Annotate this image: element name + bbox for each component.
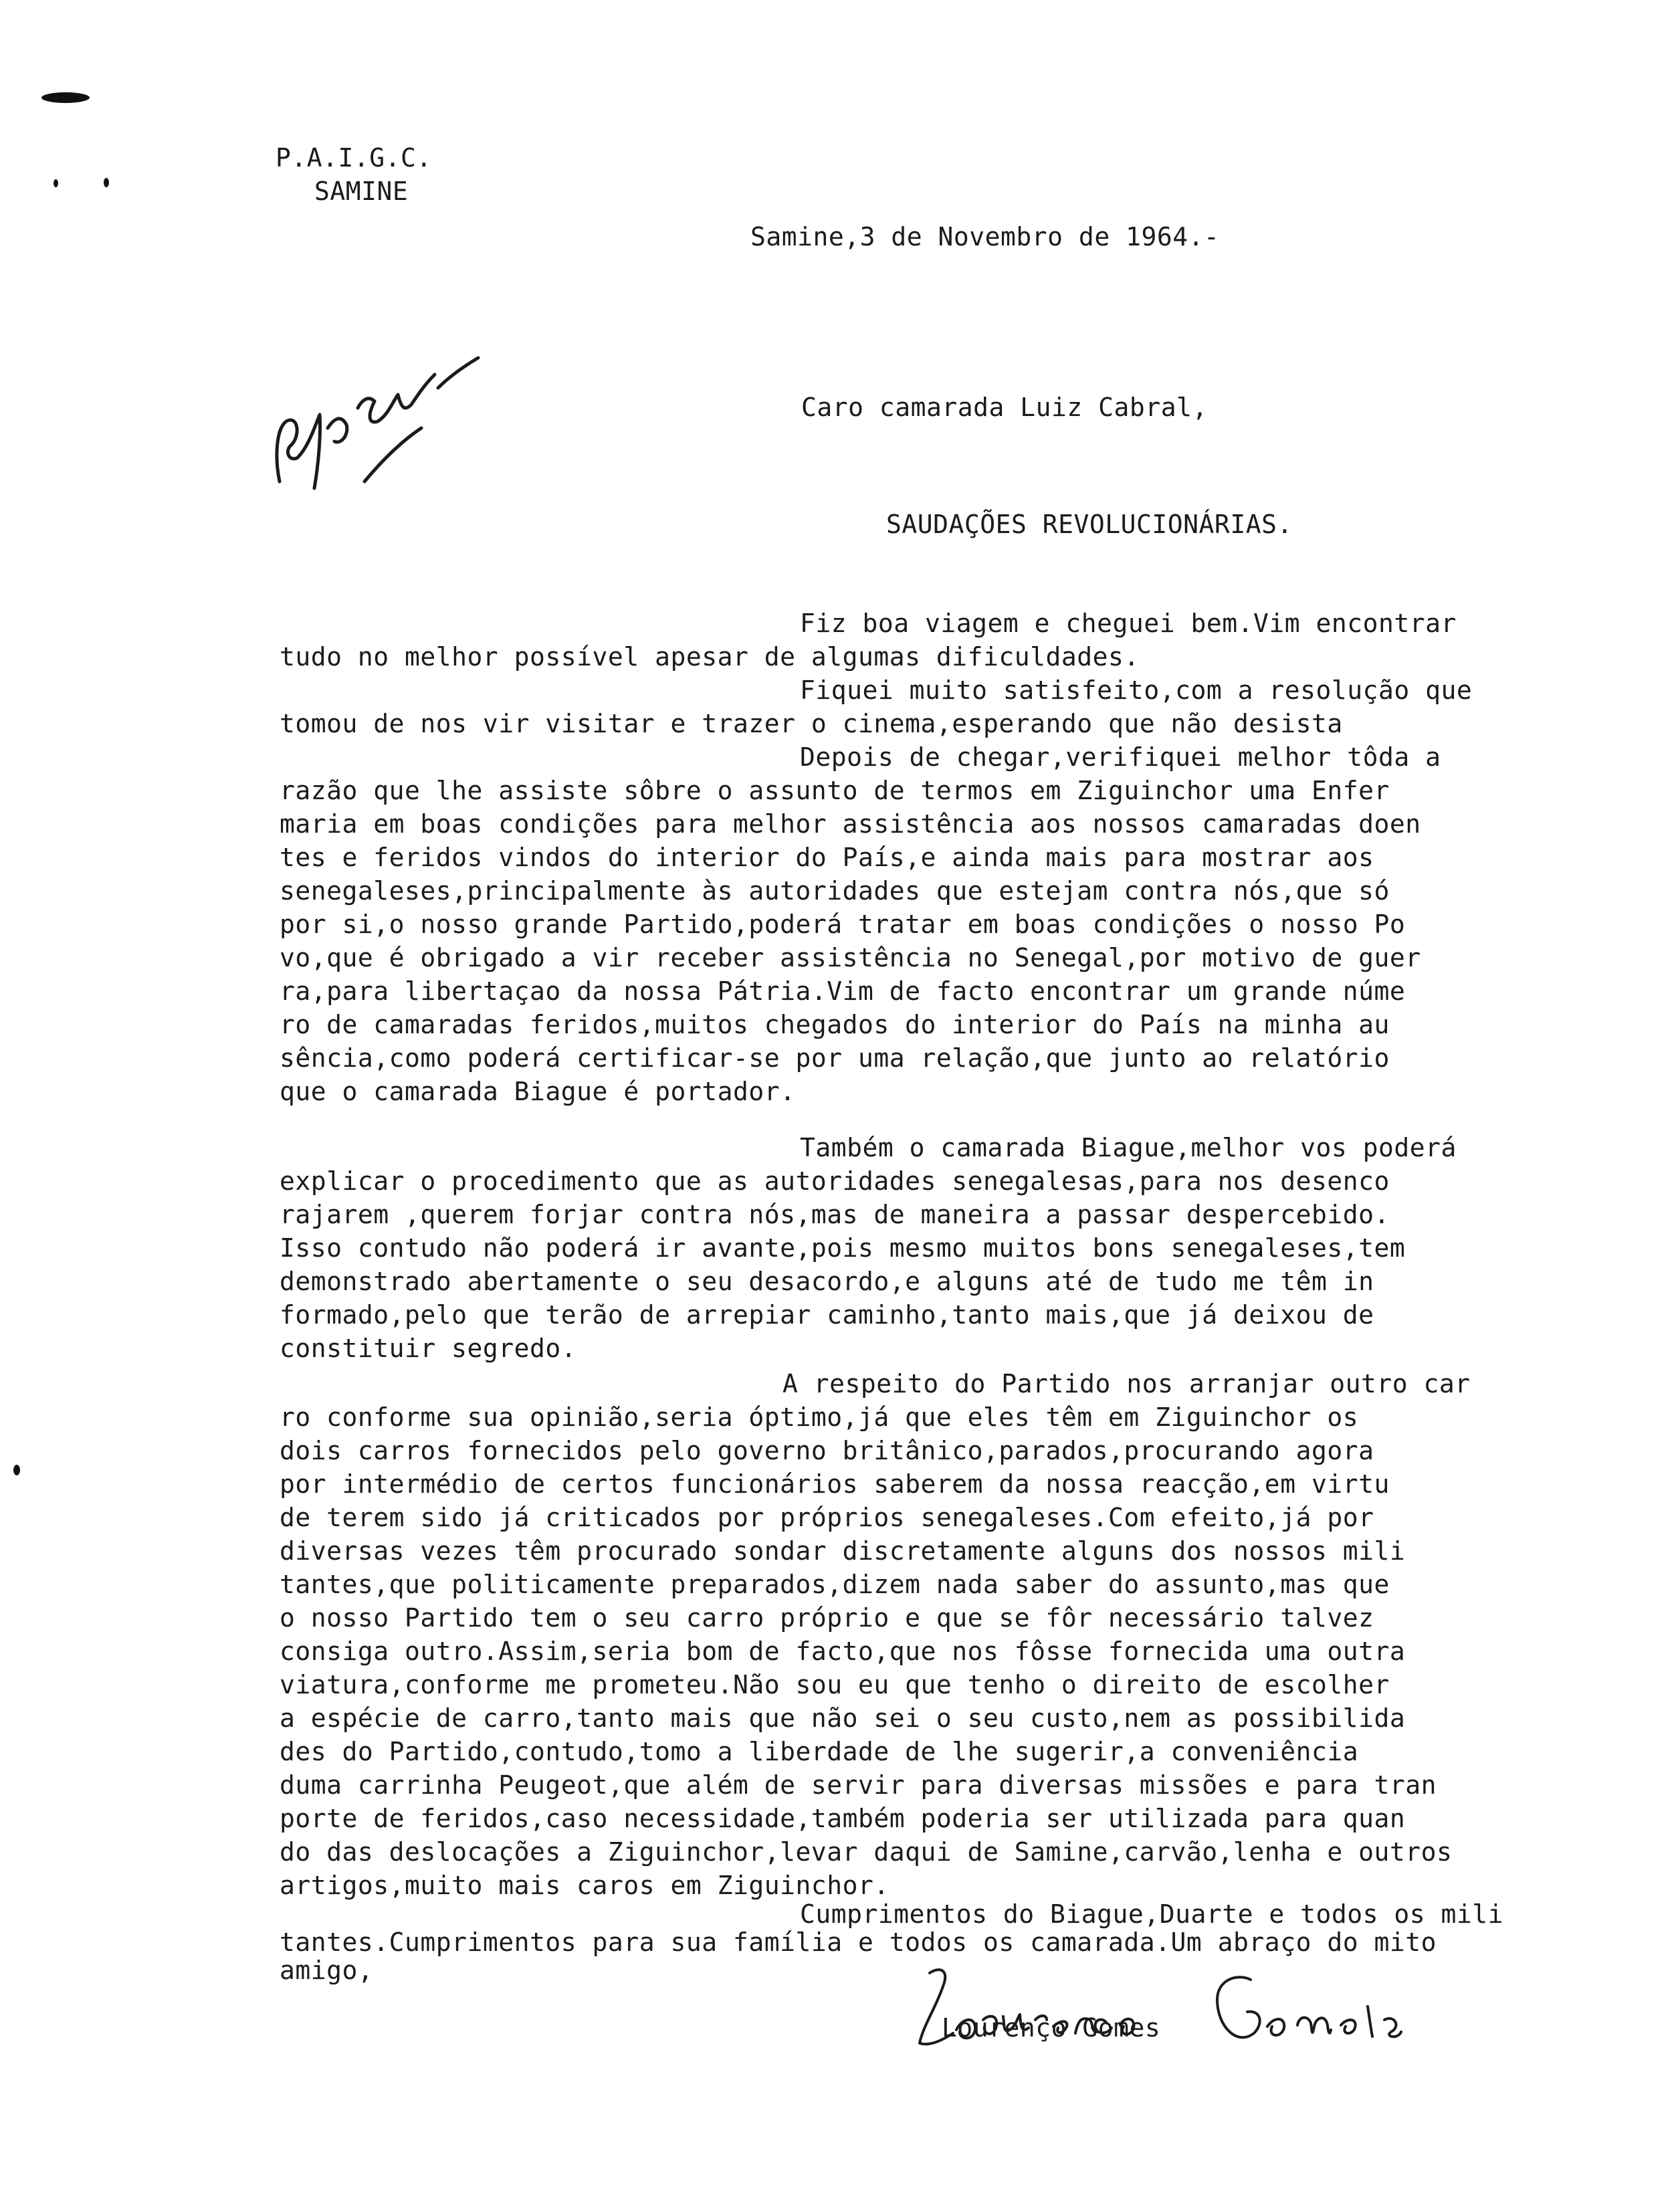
body-line: artigos,muito mais caros em Ziguinchor. [280, 1871, 889, 1900]
body-line: tantes.Cumprimentos para sua família e todos os camarada.Um abraço do mito [280, 1928, 1437, 1957]
salutation: Caro camarada Luiz Cabral, [801, 393, 1208, 422]
body-line: Cumprimentos do Biague,Duarte e todos os mili [800, 1899, 1504, 1929]
body-line: Depois de chegar,verifiquei melhor tôda a [800, 742, 1441, 772]
body-line: amigo, [280, 1956, 374, 1985]
body-line: ra,para libertaçao da nossa Pátria.Vim de facto encontrar um grande núme [280, 976, 1406, 1006]
body-line: formado,pelo que terão de arrepiar caminho,tanto mais,que já deixou de [280, 1300, 1374, 1330]
body-line: constituir segredo. [280, 1334, 577, 1363]
body-line: de terem sido já criticados por próprios senegaleses.Com efeito,já por [280, 1503, 1374, 1532]
body-line: tes e feridos vindos do interior do País,e ainda mais para mostrar aos [280, 843, 1374, 872]
scan-mark [54, 179, 58, 187]
body-line: ro de camaradas feridos,muitos chegados do interior do País na minha au [280, 1010, 1390, 1039]
body-line: a espécie de carro,tanto mais que não sei o seu custo,nem as possibilida [280, 1703, 1406, 1733]
body-line: por si,o nosso grande Partido,poderá tratar em boas condições o nosso Po [280, 910, 1406, 939]
body-line: Também o camarada Biague,melhor vos poderá [800, 1133, 1457, 1162]
body-line: consiga outro.Assim,seria bom de facto,que nos fôsse fornecida uma outra [280, 1637, 1406, 1666]
body-line: tantes,que politicamente preparados,dizem nada saber do assunto,mas que [280, 1570, 1390, 1599]
body-line: Isso contudo não poderá ir avante,pois mesmo muitos bons senegaleses,tem [280, 1233, 1406, 1263]
body-line: demonstrado abertamente o seu desacordo,e alguns até de tudo me têm in [280, 1267, 1374, 1296]
body-line: duma carrinha Peugeot,que além de servir para diversas missões e para tran [280, 1770, 1437, 1800]
body-line: por intermédio de certos funcionários saberem da nossa reacção,em virtu [280, 1469, 1390, 1499]
scan-mark [41, 92, 90, 103]
marginal-initials [268, 348, 482, 502]
body-line: diversas vezes têm procurado sondar discretamente alguns dos nossos mili [280, 1536, 1406, 1566]
body-line: A respeito do Partido nos arranjar outro car [782, 1369, 1471, 1398]
body-line: Fiquei muito satisfeito,com a resolução que [800, 675, 1473, 705]
body-line: do das deslocações a Ziguinchor,levar daqui de Samine,carvão,lenha e outros [280, 1837, 1453, 1867]
body-line: senegaleses,principalmente às autoridades que estejam contra nós,que só [280, 876, 1390, 906]
handwritten-signature [903, 1953, 1451, 2067]
body-line: porte de feridos,caso necessidade,também poderia ser utilizada para quan [280, 1804, 1406, 1833]
dateline: Samine,3 de Novembro de 1964.- [750, 222, 1220, 251]
body-line: tomou de nos vir visitar e trazer o cinema,esperando que não desista [280, 709, 1343, 738]
body-line: sência,como poderá certificar-se por uma relação,que junto ao relatório [280, 1043, 1390, 1073]
body-line: explicar o procedimento que as autoridades senegalesas,para nos desenco [280, 1166, 1390, 1196]
body-line: des do Partido,contudo,tomo a liberdade de lhe sugerir,a conveniência [280, 1737, 1359, 1766]
body-line: rajarem ,querem forjar contra nós,mas de maneira a passar despercebido. [280, 1200, 1390, 1229]
org-name: P.A.I.G.C. [276, 143, 432, 173]
body-line: tudo no melhor possível apesar de algumas dificuldades. [280, 642, 1140, 671]
body-line: vo,que é obrigado a vir receber assistência no Senegal,por motivo de guer [280, 943, 1421, 972]
greeting: SAUDAÇÕES REVOLUCIONÁRIAS. [886, 510, 1293, 539]
body-line: Fiz boa viagem e cheguei bem.Vim encontrar [800, 609, 1457, 638]
body-line: que o camarada Biague é portador. [280, 1077, 796, 1106]
body-line: dois carros fornecidos pelo governo britânico,parados,procurando agora [280, 1436, 1374, 1465]
scan-mark [13, 1465, 20, 1475]
scan-mark [104, 178, 109, 187]
body-line: viatura,conforme me prometeu.Não sou eu que tenho o direito de escolher [280, 1670, 1390, 1699]
signer-name: Lourenço Gomes [942, 2013, 1161, 2043]
org-place: SAMINE [314, 177, 409, 206]
body-line: o nosso Partido tem o seu carro próprio e que se fôr necessário talvez [280, 1603, 1374, 1633]
body-line: ro conforme sua opinião,seria óptimo,já que eles têm em Ziguinchor os [280, 1402, 1359, 1432]
body-line: razão que lhe assiste sôbre o assunto de termos em Ziguinchor uma Enfer [280, 776, 1390, 805]
body-line: maria em boas condições para melhor assistência aos nossos camaradas doen [280, 809, 1421, 839]
